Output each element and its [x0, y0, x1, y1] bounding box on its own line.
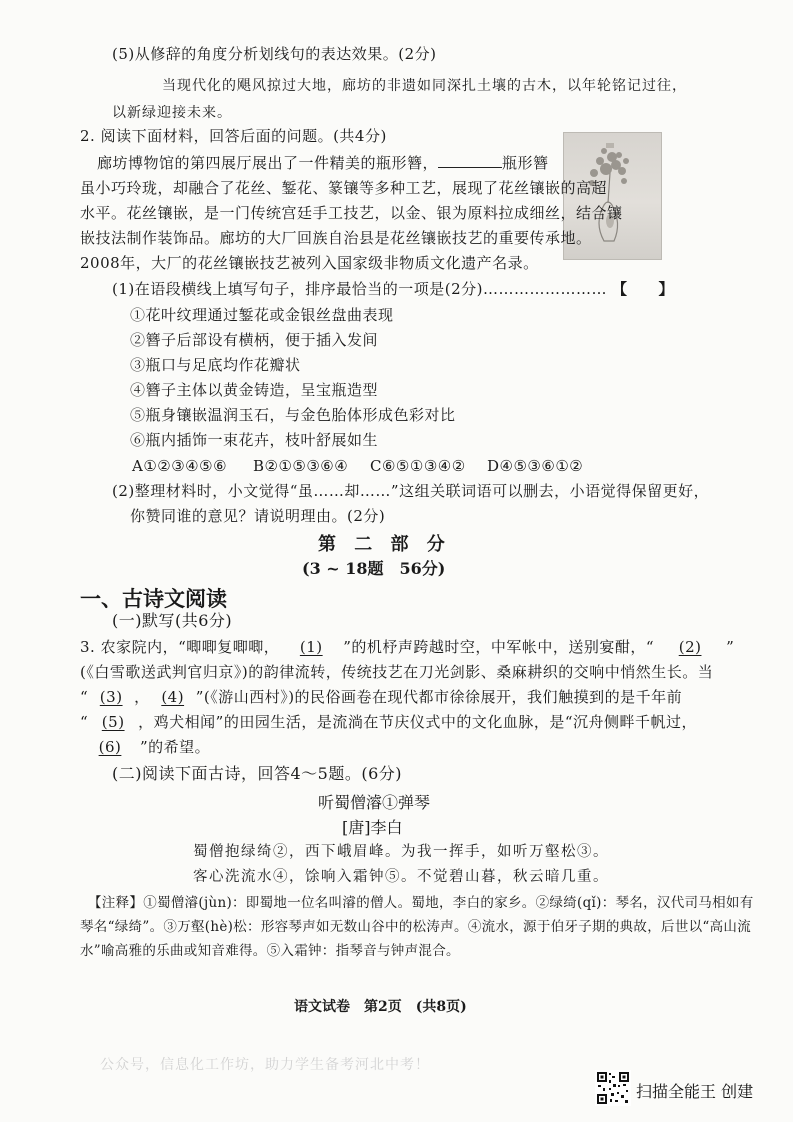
q2-para-line1-text: 廊坊博物馆的第四展厅展出了一件精美的瓶形簪， — [97, 154, 439, 172]
poem-note-3: 水”喻高雅的乐曲或知音难得。⑤入霜钟：指琴音与钟声混合。 — [80, 943, 460, 959]
q2-sub2-line2: 你赞同谁的意见？请说明理由。(2分) — [130, 507, 386, 525]
dictation-line1 — [80, 637, 734, 657]
dictation-line3-b: ， — [134, 688, 150, 706]
q2-sub1-answer-bracket[interactable]: 【 】 — [612, 280, 675, 298]
part2-title: 第 二 部 分 — [318, 534, 451, 555]
dictation-line1-b: ”的机杼声跨越时空，中军帐中，送别宴酣，“ — [343, 638, 655, 656]
dictation-line4 — [80, 712, 697, 732]
dictation-line4-a: “ — [80, 713, 89, 731]
poem-section-title: (二)阅读下面古诗，回答4～5题。(6分) — [112, 764, 403, 783]
q2-sub1-dots: …………………… — [483, 280, 607, 298]
section1-title: 一、古诗文阅读 — [80, 587, 227, 611]
q2-option-a[interactable]: A①②③④⑤⑥ — [132, 457, 228, 475]
q2-answer-blank[interactable] — [438, 153, 502, 168]
dictation-blank-2[interactable]: (2) — [678, 638, 702, 656]
dictation-blank-6[interactable]: (6) — [98, 738, 122, 756]
dictation-line1-a: 3. 农家院内，“唧唧复唧唧， — [80, 638, 280, 656]
dictation-line3-a: “ — [80, 688, 89, 706]
poem-note-2: 琴名“绿绮”。③万壑(hè)松：形容琴声如无数山谷中的松涛声。④流水，源于伯牙子期的典故，后世以“高山流 — [80, 919, 752, 935]
dictation-line2: (《白雪歌送武判官归京》)的韵律流转，传统技艺在刀光剑影、桑麻耕织的交响中悄然生长。当 — [80, 663, 714, 681]
poem-note-1: 【注释】①蜀僧濬(jùn)：即蜀地一位名叫濬的僧人。蜀地，李白的家乡。②绿绮(qǐ)：琴名，汉代司马相如有 — [88, 895, 754, 911]
poem-line-1: 蜀僧抱绿绮②，西下峨眉峰。为我一挥手，如听万壑松③。 — [193, 844, 609, 860]
dictation-line1-c: ” — [726, 638, 735, 656]
q2-para-line4: 嵌技法制作装饰品。廊坊的大厂回族自治县是花丝镶嵌技艺的重要传承地。 — [80, 229, 592, 247]
q2-sub2-line1: (2)整理材料时，小文觉得“虽……却……”这组关联词语可以删去，小语觉得保留更好， — [112, 482, 710, 500]
q1-5-passage-line1: 当现代化的飓风掠过大地，廊坊的非遗如同深扎土壤的古木，以年轮铭记过往， — [162, 78, 687, 94]
dictation-line5-b: ”的希望。 — [140, 738, 211, 756]
q2-sub1-prompt-text: (1)在语段横线上填写句子，排序最恰当的一项是(2分) — [112, 280, 483, 298]
dictation-line3-c: ”(《游山西村》)的民俗画卷在现代都市徐徐展开，我们触摸到的是千年前 — [195, 688, 683, 706]
q2-item-6: ⑥瓶内插饰一束花卉，枝叶舒展如生 — [130, 431, 379, 449]
q2-option-b[interactable]: B②①⑤③⑥④ — [253, 457, 349, 475]
dictation-blank-1[interactable]: (1) — [299, 638, 323, 656]
q2-option-d[interactable]: D④⑤③⑥①② — [487, 457, 584, 475]
scanner-credit: 扫描全能王 创建 — [636, 1082, 754, 1101]
poem-title: 听蜀僧濬①弹琴 — [318, 793, 431, 812]
poem-line-2: 客心洗流水④，馀响入霜钟⑤。不觉碧山暮，秋云暗几重。 — [193, 869, 609, 885]
q2-para-line1 — [97, 153, 549, 173]
q1-5-passage-line2: 以新绿迎接未来。 — [112, 105, 232, 121]
q2-para-line2: 虽小巧玲珑，却融合了花丝、錾花、篆镶等多种工艺，展现了花丝镶嵌的高超 — [80, 179, 608, 197]
dictation-line3 — [80, 687, 682, 707]
q2-para-line1-tail: 瓶形簪 — [502, 154, 549, 172]
q2-item-1: ①花叶纹理通过錾花或金银丝盘曲表现 — [130, 306, 394, 324]
dictation-blank-5[interactable]: (5) — [101, 713, 125, 731]
q1-5-prompt: (5)从修辞的角度分析划线句的表达效果。(2分) — [112, 45, 437, 63]
q2-item-3: ③瓶口与足底均作花瓣状 — [130, 356, 301, 374]
q2-item-4: ④簪子主体以黄金铸造，呈宝瓶造型 — [130, 381, 379, 399]
dictation-title: (一)默写(共6分) — [112, 611, 233, 630]
dictation-blank-4[interactable]: (4) — [161, 688, 185, 706]
q2-header: 2. 阅读下面材料，回答后面的问题。(共4分) — [80, 127, 387, 145]
q2-para-line3: 水平。花丝镶嵌，是一门传统宫廷手工技艺，以金、银为原料拉成细丝，结合镶 — [80, 204, 623, 222]
q2-para-line5: 2008年，大厂的花丝镶嵌技艺被列入国家级非物质文化遗产名录。 — [80, 254, 539, 272]
qr-code-icon — [595, 1070, 631, 1106]
dictation-blank-3[interactable]: (3) — [99, 688, 123, 706]
page-footer: 语文试卷 第2页 (共8页) — [294, 999, 467, 1015]
part2-range: (3 ~ 18题 56分) — [302, 559, 446, 578]
dictation-line5 — [80, 737, 210, 757]
q2-option-c[interactable]: C⑥⑤①③④② — [370, 457, 466, 475]
watermark-text: 公众号，信息化工作坊，助力学生备考河北中考！ — [100, 1057, 430, 1073]
q2-item-5: ⑤瓶身镶嵌温润玉石，与金色胎体形成色彩对比 — [130, 406, 456, 424]
q2-item-2: ②簪子后部设有横柄，便于插入发间 — [130, 331, 379, 349]
q2-sub1-prompt — [112, 279, 607, 299]
poem-author: [唐]李白 — [342, 818, 403, 837]
dictation-line4-b: ，鸡犬相闻”的田园生活，是流淌在节庆仪式中的文化血脉，是“沉舟侧畔千帆过， — [138, 713, 698, 731]
